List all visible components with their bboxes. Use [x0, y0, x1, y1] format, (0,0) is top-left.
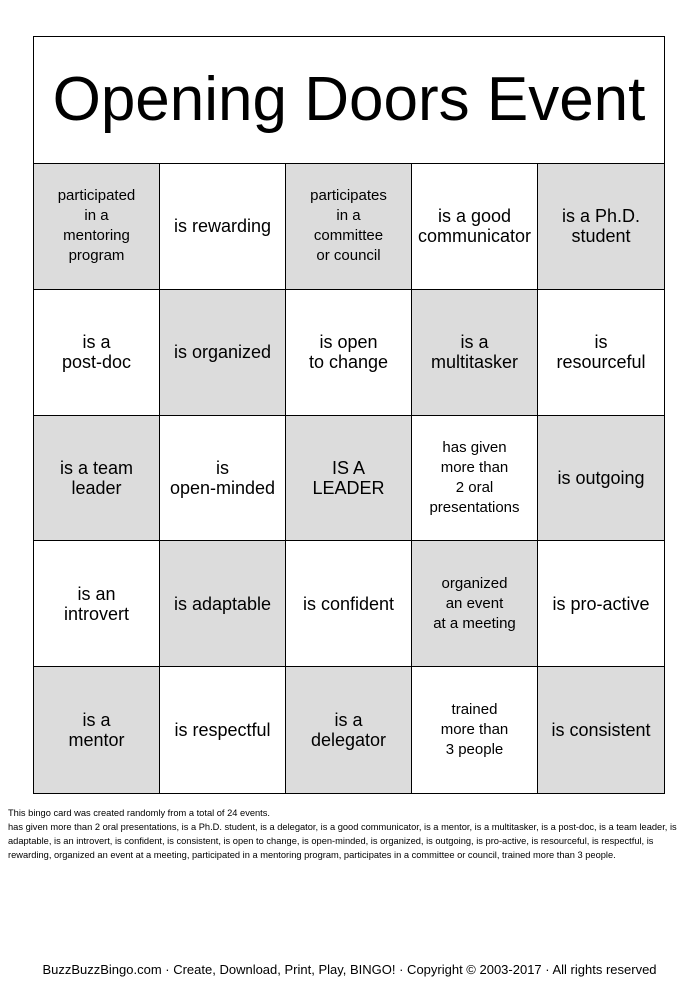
- footer-copyright: BuzzBuzzBingo.com · Create, Download, Print, Play, BINGO! · Copyright © 2003-2017 · All rights reserved: [42, 962, 657, 977]
- bingo-cell-r2c4: is a multitasker: [412, 290, 538, 416]
- bingo-cell-r1c1: participated in a mentoring program: [34, 164, 160, 290]
- bingo-cell-r1c4: is a good communicator: [412, 164, 538, 290]
- bingo-cell-r2c1: is a post-doc: [34, 290, 160, 416]
- bingo-cell-r4c4: organized an event at a meeting: [412, 541, 538, 667]
- bingo-cell-r5c1: is a mentor: [34, 667, 160, 793]
- bingo-cell-r3c3-free: IS A LEADER: [286, 416, 412, 542]
- bingo-cell-r5c5: is consistent: [538, 667, 664, 793]
- card-description: [8, 806, 692, 862]
- bingo-cell-r4c2: is adaptable: [160, 541, 286, 667]
- bingo-cell-r3c4: has given more than 2 oral presentations: [412, 416, 538, 542]
- description-intro: This bingo card was created randomly from a total of 24 events.: [8, 808, 270, 818]
- bingo-cell-r3c5: is outgoing: [538, 416, 664, 542]
- bingo-cell-r1c3: participates in a committee or council: [286, 164, 412, 290]
- bingo-cell-r4c1: is an introvert: [34, 541, 160, 667]
- bingo-cell-r1c2: is rewarding: [160, 164, 286, 290]
- bingo-cell-r4c3: is confident: [286, 541, 412, 667]
- bingo-cell-r4c5: is pro-active: [538, 541, 664, 667]
- bingo-cell-r5c3: is a delegator: [286, 667, 412, 793]
- bingo-cell-r2c2: is organized: [160, 290, 286, 416]
- bingo-cell-r2c5: is resourceful: [538, 290, 664, 416]
- bingo-cell-r2c3: is open to change: [286, 290, 412, 416]
- bingo-grid: [34, 164, 664, 793]
- bingo-cell-r3c1: is a team leader: [34, 416, 160, 542]
- description-event-list: has given more than 2 oral presentations, is a Ph.D. student, is a delegator, is a good communicator, is a mentor, is a multitasker, is a post-doc, is a team leader, is adaptable, is an introvert, is confident, is consistent, is open to change, is open-minded, is organized, is outgoing, is pro-active, is resourceful, is respectful, is rewarding, organized an event at a meeting, participated in a mentoring program, participates in a committee or council, trained more than 3 people.: [8, 822, 677, 860]
- bingo-cell-r5c4: trained more than 3 people: [412, 667, 538, 793]
- bingo-cell-r3c2: is open-minded: [160, 416, 286, 542]
- bingo-cell-r1c5: is a Ph.D. student: [538, 164, 664, 290]
- bingo-cell-r5c2: is respectful: [160, 667, 286, 793]
- card-title: Opening Doors Event: [34, 37, 664, 164]
- bingo-card: [33, 36, 665, 794]
